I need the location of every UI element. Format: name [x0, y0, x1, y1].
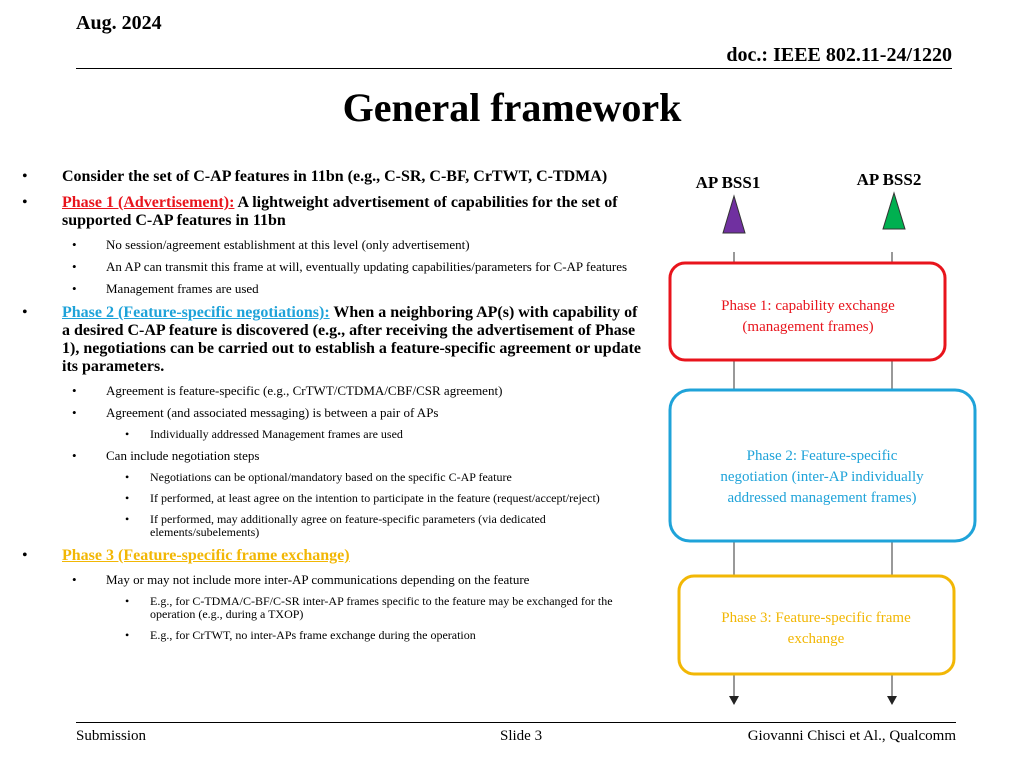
- bullet-l3: • Individually addressed Management frames are used: [125, 427, 403, 441]
- phase3-label: Phase 3 (Feature-specific frame exchange): [62, 547, 350, 564]
- bullet-text: Can include negotiation steps: [106, 448, 260, 463]
- ap-bss1-icon: [723, 196, 745, 233]
- bullet-text: Agreement (and associated messaging) is between a pair of APs: [106, 405, 439, 420]
- footer-author: Giovanni Chisci et Al., Qualcomm: [747, 728, 956, 744]
- phase1-text: (management frames): [742, 319, 874, 335]
- phase2-text: addressed management frames): [727, 490, 917, 506]
- bullet-l1: • Phase 3 (Feature-specific frame exchange): [22, 547, 350, 564]
- bullet-text: May or may not include more inter-AP communications depending on the feature: [106, 572, 530, 587]
- footer-submission: Submission: [76, 728, 147, 744]
- header-date: Aug. 2024: [76, 12, 162, 34]
- bullet-l3: • If performed, at least agree on the intention to participate in the feature (request/accept/reject): [125, 491, 600, 505]
- bullet-text: If performed, at least agree on the intention to participate in the feature (request/accept/reject): [150, 491, 600, 505]
- ap-bss2-icon: [883, 193, 905, 229]
- bullet-l2: • Agreement is feature-specific (e.g., CrTWT/CTDMA/CBF/CSR agreement): [72, 383, 503, 398]
- bullet-text: An AP can transmit this frame at will, eventually updating capabilities/parameters for C-AP features: [106, 259, 628, 274]
- phase-diagram: [660, 160, 990, 720]
- bullet-text: Negotiations can be optional/mandatory based on the specific C-AP feature: [150, 470, 512, 484]
- bullet-text: Individually addressed Management frames are used: [150, 427, 403, 441]
- bullet-l3: • E.g., for C-TDMA/C-BF/C-SR inter-AP frames specific to the feature may be exchanged for the operation (e.g., during a TXOP): [125, 594, 613, 621]
- phase2-text: Phase 2: Feature-specific: [746, 448, 898, 464]
- phase3-text: exchange: [787, 631, 845, 647]
- bullet-l2: • May or may not include more inter-AP communications depending on the feature: [72, 572, 530, 587]
- bullet-l2: • Management frames are used: [72, 281, 259, 296]
- slide-title: General framework: [342, 85, 682, 130]
- bullet-l2: • Can include negotiation steps: [72, 448, 260, 463]
- bullet-l3: • E.g., for CrTWT, no inter-APs frame exchange during the operation: [125, 628, 476, 642]
- bullet-list: [22, 168, 642, 650]
- phase1-label: Phase 1 (Advertisement):: [62, 194, 235, 211]
- bullet-l1: • Phase 1 (Advertisement): A lightweight advertisement of capabilities for the set of supported C-AP features in 11bn: [22, 194, 618, 229]
- bullet-l1: • Phase 2 (Feature-specific negotiations): When a neighboring AP(s) with capability of a desired C-AP feature is discovered (e.g., after receiving the advertisement of Phase 1), negotiations can be carried out to establish a feature-specific agreement or update its parameters.: [22, 304, 642, 375]
- ap-bss2-label: AP BSS2: [856, 170, 922, 189]
- phase1-text: Phase 1: capability exchange: [721, 298, 895, 314]
- bullet-text: When a neighboring AP(s) with capability of a desired C-AP feature is discovered (e.g., after receiving the advertisement of Phase 1), negotiations can be carried out to establish a feature-specific agreement or update its parameters.: [62, 304, 642, 375]
- bullet-l1: • Consider the set of C-AP features in 11bn (e.g., C-SR, C-BF, CrTWT, C-TDMA): [22, 168, 608, 185]
- header-doc-id: doc.: IEEE 802.11-24/1220: [726, 44, 952, 66]
- header-divider: [76, 68, 952, 69]
- timeline-arrowhead: [887, 696, 897, 705]
- phase3-text: Phase 3: Feature-specific frame: [721, 610, 911, 626]
- bullet-text: A lightweight advertisement of capabilities for the set of supported C-AP features in 11bn: [62, 194, 618, 229]
- bullet-l2: • An AP can transmit this frame at will, eventually updating capabilities/parameters for C-AP features: [72, 259, 628, 274]
- footer-slide-number: Slide 3: [500, 728, 543, 744]
- bullet-text: E.g., for C-TDMA/C-BF/C-SR inter-AP frames specific to the feature may be exchanged for the operation (e.g., during a TXOP): [150, 594, 613, 621]
- bullet-text: If performed, may additionally agree on feature-specific parameters (via dedicated elements/subelements): [150, 512, 546, 539]
- bullet-text: Agreement is feature-specific (e.g., CrTWT/CTDMA/CBF/CSR agreement): [106, 383, 503, 398]
- bullet-text: Consider the set of C-AP features in 11bn (e.g., C-SR, C-BF, CrTWT, C-TDMA): [62, 168, 608, 185]
- timeline-arrowhead: [729, 696, 739, 705]
- phase2-box: [670, 390, 975, 541]
- bullet-l2: • Agreement (and associated messaging) is between a pair of APs: [72, 405, 439, 420]
- bullet-text: E.g., for CrTWT, no inter-APs frame exchange during the operation: [150, 628, 476, 642]
- bullet-l2: • No session/agreement establishment at this level (only advertisement): [72, 237, 470, 252]
- bullet-text: No session/agreement establishment at this level (only advertisement): [106, 237, 470, 252]
- phase2-text: negotiation (inter-AP individually: [720, 469, 924, 485]
- bullet-l3: • If performed, may additionally agree on feature-specific parameters (via dedicated elements/subelements): [125, 512, 546, 539]
- ap-bss1-label: AP BSS1: [695, 173, 761, 192]
- bullet-text: Management frames are used: [106, 281, 259, 296]
- phase2-label: Phase 2 (Feature-specific negotiations):: [62, 304, 330, 321]
- bullet-l3: • Negotiations can be optional/mandatory based on the specific C-AP feature: [125, 470, 512, 484]
- footer-divider: [76, 722, 956, 723]
